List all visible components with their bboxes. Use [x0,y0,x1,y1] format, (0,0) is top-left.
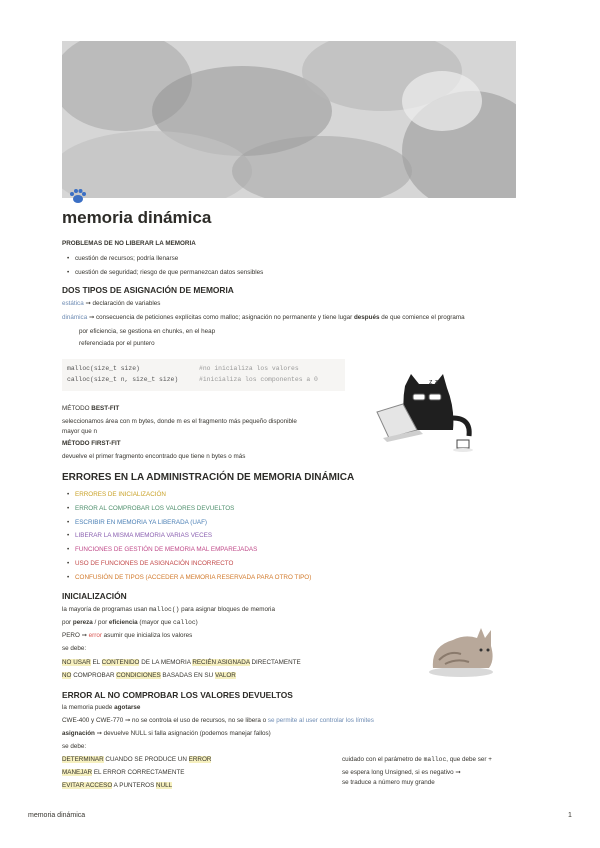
text: , que debe ser + [446,756,492,763]
dynamic-line [62,314,465,322]
bestfit-bold: BEST-FIT [91,405,120,412]
bold-text: pereza [72,619,93,626]
init-line [62,606,275,614]
check-rule [62,756,211,764]
firstfit-heading: MÉTODO FIRST-FIT [62,440,121,447]
bestfit-prefix: MÉTODO [62,405,92,412]
static-text: ➞ declaración de variables [83,300,161,307]
sub-item: referenciada por el puntero [79,340,155,347]
text: CUANDO SE PRODUCE UN [103,756,189,763]
text: la mayoría de programas usan [62,606,150,613]
bestfit-heading [62,405,119,413]
footer-title: memoria dinámica [28,812,86,819]
highlight: VALOR [214,672,236,679]
highlight: RECIÉN ASIGNADA [192,659,250,666]
firstfit-desc: devuelve el primer fragmento encontrado que tiene n bytes o más [62,453,246,460]
text: PERO ➞ [62,632,89,639]
cover-image [62,41,516,198]
init-line [62,619,198,627]
text: por [62,619,73,626]
list-item: • cuestión de recursos; podría llenarse [75,255,178,263]
bold-text: asignación [62,730,95,737]
text: CWE-400 y CWE-770 ➞ no se controla el uso de recursos, no se libera o [62,717,268,724]
bestfit-desc: mayor que n [62,428,98,435]
text: para asignar bloques de memoria [179,606,275,613]
text: BASADAS EN SU [160,672,215,679]
text: ) [195,619,198,626]
highlight: CONDICIONES [116,672,161,679]
highlight: CONTENIDO [101,659,140,666]
check-heading: ERROR AL NO COMPROBAR LOS VALORES DEVUELTOS [62,690,293,700]
static-term: estática [62,300,84,307]
page-title: memoria dinámica [62,208,212,227]
types-heading: DOS TIPOS DE ASIGNACIÓN DE MEMORIA [62,285,234,295]
init-rule [62,672,236,680]
code-comment: #inicializa los componentes a 0 [199,376,318,383]
init-line [62,632,192,640]
highlight: NO USAR [62,659,91,666]
highlight: NO [62,672,72,679]
highlight: ERROR [188,756,212,763]
highlight: MANEJAR [62,769,93,776]
highlight: DETERMINAR [62,756,104,763]
page-number: 1 [568,812,572,819]
init-rule [62,659,301,667]
errors-heading: ERRORES EN LA ADMINISTRACIÓN DE MEMORIA DINÁMICA [62,472,355,483]
text: ➞ devuelve NULL si falla asignación (podemos manejar fallos) [94,730,271,737]
bold-text: eficiencia [108,619,138,626]
check-rule [62,782,172,790]
static-line [62,300,160,308]
inline-code: malloc() [149,606,180,613]
paw-icon [68,186,88,206]
code-comment: #no inicializa los valores [199,365,299,372]
code-block [62,359,345,391]
text: / por [92,619,109,626]
text: la memoria puede [62,704,115,711]
highlight: NULL [156,782,173,789]
side-note: se espera long Unsigned, si es negativo ➞ [342,769,461,776]
cat-loaf-illustration [425,620,497,680]
side-note: se traduce a número muy grande [342,779,435,786]
check-line [62,730,271,738]
code-line: malloc(size_t size) [67,365,140,372]
inline-code: malloc [423,756,447,763]
highlight: EVITAR ACCESO [62,782,113,789]
text: asumir que inicializa los valores [101,632,193,639]
dynamic-bold: después [353,314,380,321]
dynamic-tail: de que comience el programa [379,314,465,321]
text: EL ERROR CORRECTAMENTE [92,769,185,776]
error-text: error [88,632,102,639]
text: cuidado con el parámetro de [342,756,424,763]
error-list-item: • ESCRIBIR EN MEMORIA YA LIBERADA (UAF) [75,519,207,527]
init-heading: INICIALIZACIÓN [62,591,127,601]
bold-text: agotarse [114,704,141,711]
side-note [342,756,492,764]
check-line: se debe: [62,743,87,750]
text: (mayor que [137,619,173,626]
bestfit-desc: seleccionamos área con m bytes, donde m es el fragmento más pequeño disponible [62,418,297,425]
error-list-item: • ERROR AL COMPROBAR LOS VALORES DEVUELTOS [75,505,234,513]
error-list-item: • FUNCIONES DE GESTIÓN DE MEMORIA MAL EMPAREJADAS [75,546,257,554]
dynamic-term: dinámica [62,314,88,321]
link-text: se permite al user controlar los límites [267,717,374,724]
error-list-item: • ERRORES DE INICIALIZACIÓN [75,491,166,499]
check-line [62,704,140,712]
cat-laptop-illustration [373,368,483,454]
forest-photo [62,41,516,198]
dynamic-text: ➞ consecuencia de peticiones explícitas como malloc; asignación no permanente y tiene lugar [87,314,354,321]
error-list-item: • USO DE FUNCIONES DE ASIGNACIÓN INCORRECTO [75,560,233,568]
list-item: • cuestión de seguridad; riesgo de que permanezcan datos sensibles [75,269,263,277]
error-list-item: • LIBERAR LA MISMA MEMORIA VARIAS VECES [75,532,212,540]
text: DIRECTAMENTE [249,659,301,666]
inline-code: calloc [172,619,196,626]
sub-item: por eficiencia, se gestiona en chunks, en el heap [79,328,216,335]
error-list-item: • CONFUSIÓN DE TIPOS (ACCEDER A MEMORIA RESERVADA PARA OTRO TIPO) [75,574,311,582]
init-line: se debe: [62,645,87,652]
text: DE LA MEMORIA [139,659,193,666]
check-rule [62,769,184,777]
svg-text:z z: z z [429,379,438,386]
problems-heading: PROBLEMAS DE NO LIBERAR LA MEMORIA [62,240,196,247]
check-line [62,717,374,725]
text: A PUNTEROS [112,782,157,789]
text: EL [90,659,102,666]
text: COMPROBAR [71,672,117,679]
code-line: calloc(size_t n, size_t size) [67,376,179,383]
